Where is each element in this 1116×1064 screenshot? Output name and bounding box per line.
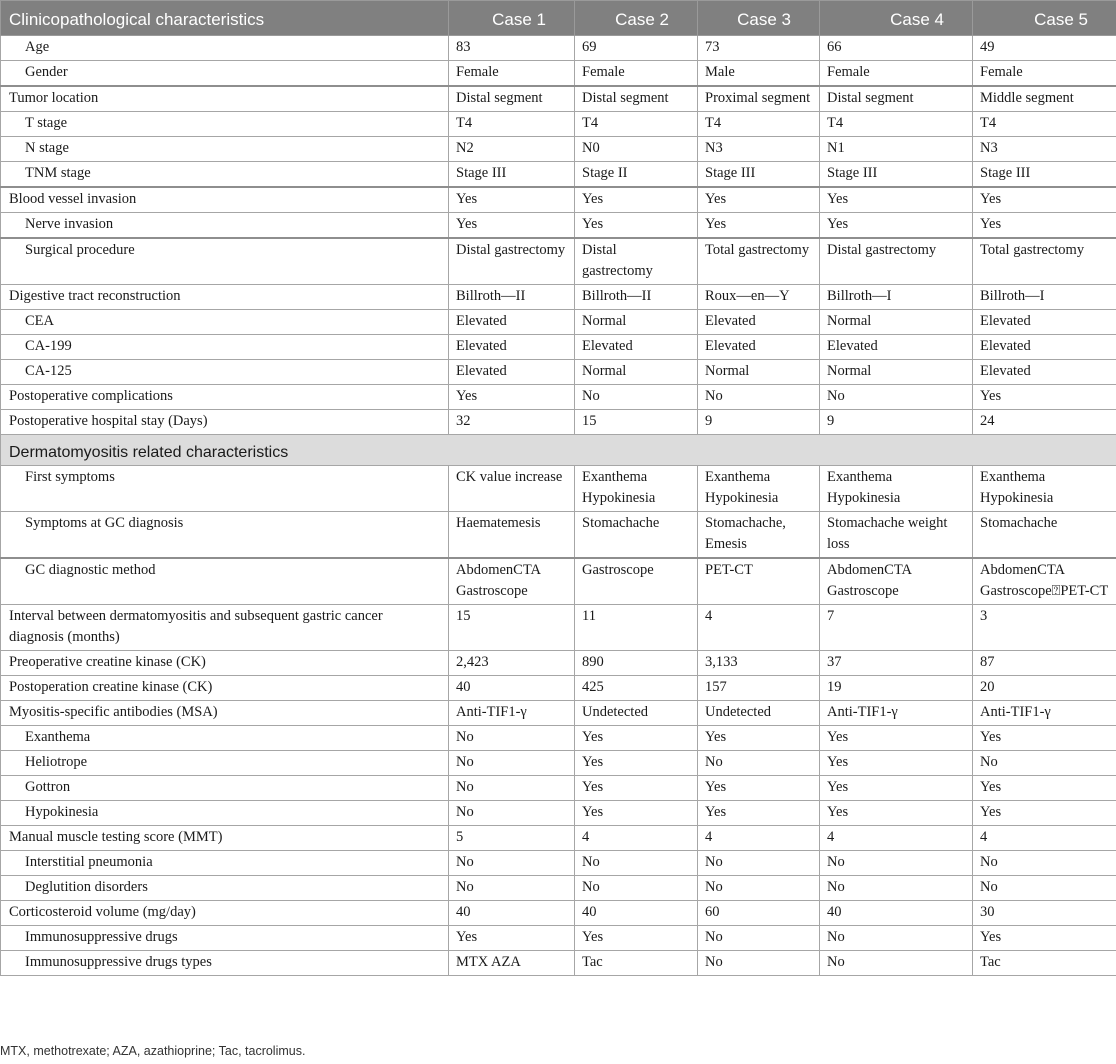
cell-case-4: Yes xyxy=(820,726,973,751)
row-label: Digestive tract reconstruction xyxy=(1,285,449,310)
cell-case-4: Normal xyxy=(820,360,973,385)
cell-case-3: 4 xyxy=(698,605,820,651)
table-row xyxy=(1,751,1116,776)
cell-case-4: 37 xyxy=(820,651,973,676)
row-label: Immunosuppressive drugs xyxy=(1,926,449,951)
cell-case-5: 49 xyxy=(973,36,1116,61)
cell-case-5: Stage III xyxy=(973,162,1116,188)
cell-case-5: Yes xyxy=(973,726,1116,751)
cell-case-4: Stage III xyxy=(820,162,973,188)
cell-case-5: Tac xyxy=(973,951,1116,976)
cell-case-1: No xyxy=(449,776,575,801)
cell-case-2: Tac xyxy=(575,951,698,976)
cell-case-1: 2,423 xyxy=(449,651,575,676)
cell-case-4: 66 xyxy=(820,36,973,61)
header-case-1: Case 1 xyxy=(449,1,575,36)
table-row xyxy=(1,851,1116,876)
cell-case-3: No xyxy=(698,926,820,951)
row-label: First symptoms xyxy=(1,466,449,512)
cell-case-3: Exanthema Hypokinesia xyxy=(698,466,820,512)
cell-case-3: No xyxy=(698,951,820,976)
cell-case-1: No xyxy=(449,726,575,751)
row-label: CA-199 xyxy=(1,335,449,360)
table-row xyxy=(1,360,1116,385)
cell-case-2: 425 xyxy=(575,676,698,701)
cell-case-4: Distal segment xyxy=(820,86,973,112)
cell-case-2: Undetected xyxy=(575,701,698,726)
row-label: Manual muscle testing score (MMT) xyxy=(1,826,449,851)
table-row xyxy=(1,36,1116,61)
cell-case-2: Normal xyxy=(575,310,698,335)
table-row xyxy=(1,701,1116,726)
cell-case-2: Gastroscope xyxy=(575,558,698,605)
cell-case-3: Yes xyxy=(698,213,820,239)
cell-case-1: No xyxy=(449,751,575,776)
row-label: Surgical procedure xyxy=(1,238,449,285)
table-row xyxy=(1,605,1116,651)
table-row xyxy=(1,876,1116,901)
table-row xyxy=(1,410,1116,435)
cell-case-1: 15 xyxy=(449,605,575,651)
cell-case-2: Yes xyxy=(575,726,698,751)
cell-case-1: Anti-TIF1-γ xyxy=(449,701,575,726)
cell-case-1: Stage III xyxy=(449,162,575,188)
cell-case-3: Roux—en—Y xyxy=(698,285,820,310)
cell-case-5: Stomachache xyxy=(973,512,1116,559)
cell-case-5: Middle segment xyxy=(973,86,1116,112)
header-label: Clinicopathological characteristics xyxy=(1,1,449,36)
table-row xyxy=(1,187,1116,213)
cell-case-3: N3 xyxy=(698,137,820,162)
cell-case-1: Elevated xyxy=(449,310,575,335)
row-label: Myositis-specific antibodies (MSA) xyxy=(1,701,449,726)
table-row xyxy=(1,285,1116,310)
header-case-3: Case 3 xyxy=(698,1,820,36)
row-label: Postoperative complications xyxy=(1,385,449,410)
cell-case-4: 7 xyxy=(820,605,973,651)
cell-case-4: Billroth—I xyxy=(820,285,973,310)
cell-case-2: Yes xyxy=(575,776,698,801)
cell-case-3: 9 xyxy=(698,410,820,435)
cell-case-3: Yes xyxy=(698,187,820,213)
cell-case-1: 40 xyxy=(449,901,575,926)
row-label: Hypokinesia xyxy=(1,801,449,826)
cell-case-2: 890 xyxy=(575,651,698,676)
cell-case-4: Stomachache weight loss xyxy=(820,512,973,559)
cell-case-3: 3,133 xyxy=(698,651,820,676)
section-title: Dermatomyositis related characteristics xyxy=(1,435,1116,466)
cell-case-3: Male xyxy=(698,61,820,87)
table-row xyxy=(1,951,1116,976)
cell-case-4: Distal gastrectomy xyxy=(820,238,973,285)
cell-case-4: T4 xyxy=(820,112,973,137)
cell-case-4: Exanthema Hypokinesia xyxy=(820,466,973,512)
cell-case-5: Yes xyxy=(973,801,1116,826)
cell-case-2: 4 xyxy=(575,826,698,851)
cell-case-3: Elevated xyxy=(698,335,820,360)
cell-case-2: Stage II xyxy=(575,162,698,188)
cell-case-3: Yes xyxy=(698,726,820,751)
cell-case-3: No xyxy=(698,751,820,776)
section-header-row xyxy=(1,435,1116,466)
cell-case-1: Elevated xyxy=(449,360,575,385)
cell-case-5: 24 xyxy=(973,410,1116,435)
table-row xyxy=(1,726,1116,751)
cell-case-4: 4 xyxy=(820,826,973,851)
cell-case-3: Undetected xyxy=(698,701,820,726)
cell-case-2: Yes xyxy=(575,213,698,239)
row-label: N stage xyxy=(1,137,449,162)
cell-case-4: N1 xyxy=(820,137,973,162)
cell-case-2: Yes xyxy=(575,751,698,776)
cell-case-4: Anti-TIF1-γ xyxy=(820,701,973,726)
cell-case-5: 20 xyxy=(973,676,1116,701)
cell-case-3: Yes xyxy=(698,801,820,826)
cell-case-4: 40 xyxy=(820,901,973,926)
row-label: Postoperation creatine kinase (CK) xyxy=(1,676,449,701)
cell-case-3: Yes xyxy=(698,776,820,801)
cell-case-5: Female xyxy=(973,61,1116,87)
row-label: Immunosuppressive drugs types xyxy=(1,951,449,976)
cell-case-5: No xyxy=(973,751,1116,776)
cell-case-5: Elevated xyxy=(973,335,1116,360)
header-row xyxy=(1,1,1116,36)
cell-case-2: 69 xyxy=(575,36,698,61)
cell-case-2: Distal gastrectomy xyxy=(575,238,698,285)
row-label: Tumor location xyxy=(1,86,449,112)
cell-case-5: No xyxy=(973,876,1116,901)
table-row xyxy=(1,512,1116,559)
row-label: Blood vessel invasion xyxy=(1,187,449,213)
cell-case-2: 40 xyxy=(575,901,698,926)
row-label: Gender xyxy=(1,61,449,87)
cell-case-4: Yes xyxy=(820,801,973,826)
row-label: CEA xyxy=(1,310,449,335)
cell-case-1: No xyxy=(449,801,575,826)
cell-case-1: Yes xyxy=(449,926,575,951)
table-row xyxy=(1,651,1116,676)
cell-case-4: No xyxy=(820,851,973,876)
table-row xyxy=(1,801,1116,826)
cell-case-4: No xyxy=(820,926,973,951)
table-row xyxy=(1,466,1116,512)
table-row xyxy=(1,335,1116,360)
cell-case-3: No xyxy=(698,876,820,901)
cell-case-3: Stomachache, Emesis xyxy=(698,512,820,559)
cell-case-5: Yes xyxy=(973,776,1116,801)
cell-case-1: No xyxy=(449,851,575,876)
cell-case-5: 87 xyxy=(973,651,1116,676)
cell-case-5: 4 xyxy=(973,826,1116,851)
cell-case-3: 157 xyxy=(698,676,820,701)
cell-case-2: Exanthema Hypokinesia xyxy=(575,466,698,512)
row-label: T stage xyxy=(1,112,449,137)
cell-case-5: 30 xyxy=(973,901,1116,926)
cell-case-1: Yes xyxy=(449,385,575,410)
cell-case-4: No xyxy=(820,876,973,901)
cell-case-1: 83 xyxy=(449,36,575,61)
cell-case-5: 3 xyxy=(973,605,1116,651)
cell-case-4: Normal xyxy=(820,310,973,335)
table-row xyxy=(1,137,1116,162)
row-label: Interstitial pneumonia xyxy=(1,851,449,876)
row-label: Postoperative hospital stay (Days) xyxy=(1,410,449,435)
header-case-2: Case 2 xyxy=(575,1,698,36)
cell-case-3: T4 xyxy=(698,112,820,137)
cell-case-2: 11 xyxy=(575,605,698,651)
cell-case-1: No xyxy=(449,876,575,901)
cell-case-1: T4 xyxy=(449,112,575,137)
cell-case-1: Yes xyxy=(449,187,575,213)
cell-case-5: Exanthema Hypokinesia xyxy=(973,466,1116,512)
cell-case-3: Elevated xyxy=(698,310,820,335)
table-row xyxy=(1,676,1116,701)
cell-case-4: Yes xyxy=(820,751,973,776)
cell-case-2: Female xyxy=(575,61,698,87)
row-label: Symptoms at GC diagnosis xyxy=(1,512,449,559)
cell-case-2: No xyxy=(575,385,698,410)
cell-case-1: CK value increase xyxy=(449,466,575,512)
row-label: Nerve invasion xyxy=(1,213,449,239)
cell-case-1: 5 xyxy=(449,826,575,851)
row-label: Heliotrope xyxy=(1,751,449,776)
table-row xyxy=(1,310,1116,335)
cell-case-2: Elevated xyxy=(575,335,698,360)
cell-case-4: Female xyxy=(820,61,973,87)
cell-case-2: No xyxy=(575,876,698,901)
cell-case-2: No xyxy=(575,851,698,876)
table-row xyxy=(1,61,1116,87)
cell-case-2: N0 xyxy=(575,137,698,162)
table-row xyxy=(1,213,1116,239)
table-row xyxy=(1,238,1116,285)
row-label: Age xyxy=(1,36,449,61)
cell-case-4: 19 xyxy=(820,676,973,701)
cell-case-4: Yes xyxy=(820,187,973,213)
cell-case-4: 9 xyxy=(820,410,973,435)
cell-case-1: Yes xyxy=(449,213,575,239)
cell-case-5: Yes xyxy=(973,213,1116,239)
cell-case-1: AbdomenCTA Gastroscope xyxy=(449,558,575,605)
table-row xyxy=(1,776,1116,801)
cell-case-5: Total gastrectomy xyxy=(973,238,1116,285)
table-footnote: MTX, methotrexate; AZA, azathioprine; Tac, tacrolimus. xyxy=(0,1044,306,1058)
cell-case-5: AbdomenCTA Gastroscope⍰PET-CT xyxy=(973,558,1116,605)
cell-case-1: Haematemesis xyxy=(449,512,575,559)
table-row xyxy=(1,901,1116,926)
row-label: Deglutition disorders xyxy=(1,876,449,901)
cell-case-3: Proximal segment xyxy=(698,86,820,112)
cell-case-1: Elevated xyxy=(449,335,575,360)
cell-case-2: 15 xyxy=(575,410,698,435)
row-label: CA-125 xyxy=(1,360,449,385)
cell-case-4: No xyxy=(820,951,973,976)
row-label: Interval between dermatomyositis and subsequent gastric cancer diagnosis (months) xyxy=(1,605,449,651)
cell-case-5: Billroth—I xyxy=(973,285,1116,310)
table-row xyxy=(1,86,1116,112)
cell-case-1: 40 xyxy=(449,676,575,701)
cell-case-5: Elevated xyxy=(973,360,1116,385)
cell-case-3: 73 xyxy=(698,36,820,61)
cell-case-3: No xyxy=(698,851,820,876)
row-label: Gottron xyxy=(1,776,449,801)
cell-case-3: 4 xyxy=(698,826,820,851)
cell-case-4: Yes xyxy=(820,776,973,801)
row-label: TNM stage xyxy=(1,162,449,188)
row-label: Exanthema xyxy=(1,726,449,751)
row-label: Preoperative creatine kinase (CK) xyxy=(1,651,449,676)
table-row xyxy=(1,112,1116,137)
cell-case-5: N3 xyxy=(973,137,1116,162)
cell-case-2: Yes xyxy=(575,801,698,826)
cell-case-1: 32 xyxy=(449,410,575,435)
cell-case-4: No xyxy=(820,385,973,410)
cell-case-2: Normal xyxy=(575,360,698,385)
cell-case-3: No xyxy=(698,385,820,410)
cell-case-3: PET-CT xyxy=(698,558,820,605)
cell-case-5: Yes xyxy=(973,385,1116,410)
cell-case-1: N2 xyxy=(449,137,575,162)
cell-case-2: Distal segment xyxy=(575,86,698,112)
cell-case-4: Elevated xyxy=(820,335,973,360)
cell-case-3: Stage III xyxy=(698,162,820,188)
cell-case-2: T4 xyxy=(575,112,698,137)
cell-case-1: Distal segment xyxy=(449,86,575,112)
cell-case-5: T4 xyxy=(973,112,1116,137)
cell-case-2: Billroth—II xyxy=(575,285,698,310)
cell-case-3: Normal xyxy=(698,360,820,385)
cell-case-5: Yes xyxy=(973,187,1116,213)
cell-case-3: Total gastrectomy xyxy=(698,238,820,285)
cell-case-4: AbdomenCTA Gastroscope xyxy=(820,558,973,605)
cell-case-2: Yes xyxy=(575,187,698,213)
table-row xyxy=(1,385,1116,410)
table-row xyxy=(1,926,1116,951)
row-label: Corticosteroid volume (mg/day) xyxy=(1,901,449,926)
table-row xyxy=(1,558,1116,605)
table-row xyxy=(1,826,1116,851)
cell-case-5: Elevated xyxy=(973,310,1116,335)
cell-case-1: Female xyxy=(449,61,575,87)
cell-case-5: Anti-TIF1-γ xyxy=(973,701,1116,726)
cell-case-2: Stomachache xyxy=(575,512,698,559)
header-case-5: Case 5 xyxy=(973,1,1116,36)
cell-case-3: 60 xyxy=(698,901,820,926)
cell-case-2: Yes xyxy=(575,926,698,951)
cell-case-1: Distal gastrectomy xyxy=(449,238,575,285)
cell-case-1: MTX AZA xyxy=(449,951,575,976)
cell-case-5: No xyxy=(973,851,1116,876)
cell-case-1: Billroth—II xyxy=(449,285,575,310)
cell-case-4: Yes xyxy=(820,213,973,239)
header-case-4: Case 4 xyxy=(820,1,973,36)
cell-case-5: Yes xyxy=(973,926,1116,951)
table-row xyxy=(1,162,1116,188)
row-label: GC diagnostic method xyxy=(1,558,449,605)
